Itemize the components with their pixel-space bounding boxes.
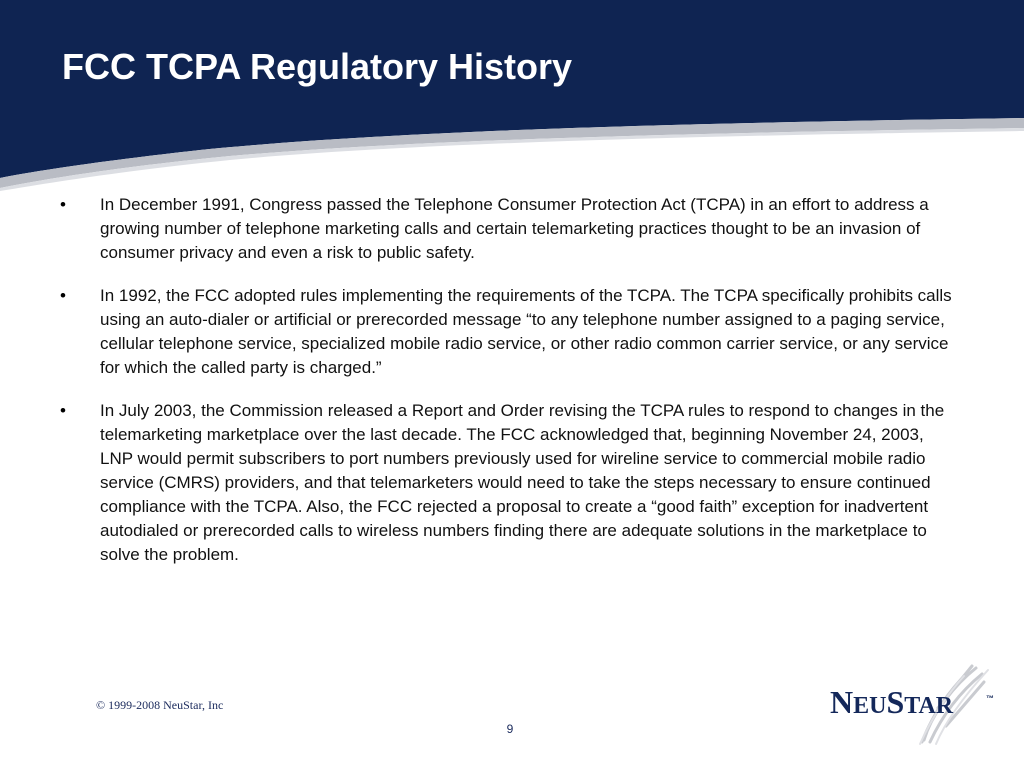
bullet-item — [60, 284, 965, 380]
bullet-marker: • — [60, 401, 66, 420]
bullet-marker: • — [60, 195, 66, 214]
logo-wordmark: NEUSTAR — [830, 684, 954, 720]
page-number: 9 — [506, 722, 514, 736]
bullet-list — [60, 193, 965, 586]
bullet-text: In December 1991, Congress passed the Telephone Consumer Protection Act (TCPA) in an effort to address a growing number of telephone marketing calls and certain telemarketing practices thought to be an invasion of consumer privacy and even a risk to public safety. — [100, 195, 929, 262]
bullet-item — [60, 399, 965, 567]
bullet-marker: • — [60, 286, 66, 305]
trademark-symbol: ™ — [986, 694, 994, 703]
bullet-text: In July 2003, the Commission released a Report and Order revising the TCPA rules to respond to changes in the telemarketing marketplace over the last decade. The FCC acknowledged that, beginning November 24, 2003, LNP would permit subscribers to port numbers previously used for wireline service to commercial mobile radio service (CMRS) providers, and that telemarketers would need to take the steps necessary to ensure continued compliance with the TCPA. Also, the FCC rejected a proposal to create a “good faith” exception for inadvertent autodialed or prerecorded calls to wireless numbers finding there are adequate solutions in the marketplace to solve the problem. — [100, 401, 945, 564]
bullet-text: In 1992, the FCC adopted rules implementing the requirements of the TCPA. The TCPA specifically prohibits calls using an auto-dialer or artificial or prerecorded message “to any telephone number assigned to a paging service, cellular telephone service, specialized mobile radio service, or other radio common carrier service, or any service for which the called party is charged.” — [100, 286, 952, 377]
slide-title: FCC TCPA Regulatory History — [62, 46, 573, 87]
copyright-notice: © 1999-2008 NeuStar, Inc — [96, 698, 224, 712]
neustar-logo — [826, 664, 1006, 746]
header-banner — [0, 0, 1024, 200]
bullet-item — [60, 193, 965, 265]
